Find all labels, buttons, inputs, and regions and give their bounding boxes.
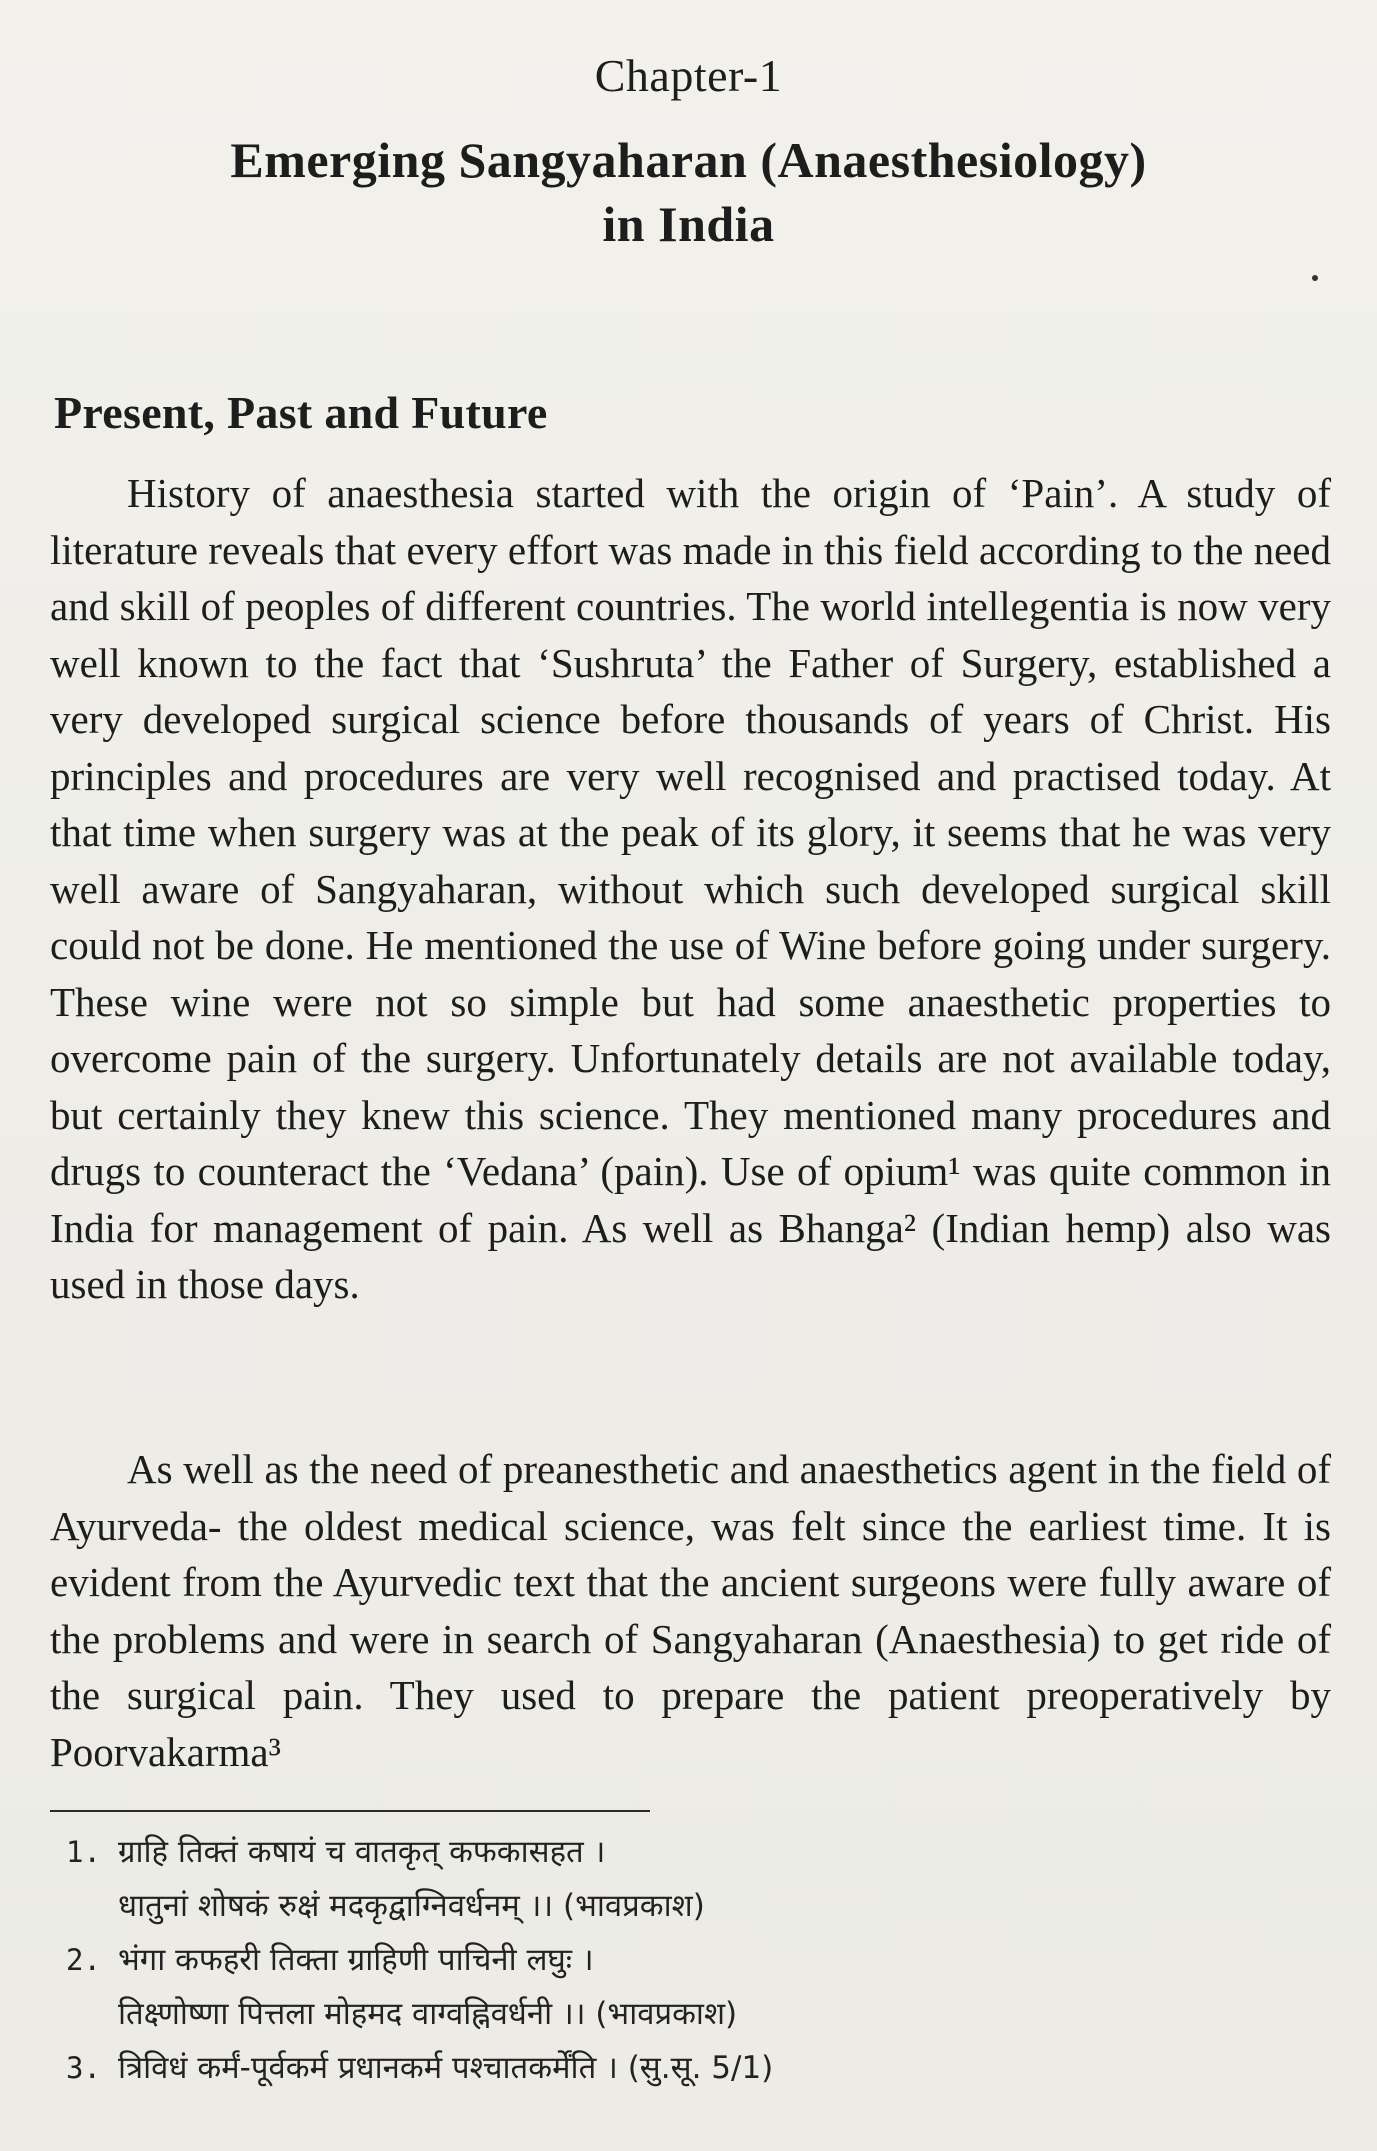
footnote-2: [66, 1933, 1326, 2041]
footnote-number: 1.: [66, 1835, 101, 1869]
chapter-title-line-2: in India: [602, 196, 775, 252]
body-paragraph-1: History of anaesthesia started with the origin of ‘Pain’. A study of literature reveals that every effort was made in this field according to the need and skill of peoples of different countries. The world intellegentia is now very well known to the fact that ‘Sushruta’ the Father of Surgery, established a very developed surgical science before thousands of years of Christ. His principles and procedures are very well recognised and practised today. At that time when surgery was at the peak of its glory, it seems that he was very well aware of Sangyaharan, without which such developed surgical skill could not be done. He mentioned the use of Wine before going under surgery. These wine were not so simple but had some anaesthetic properties to overcome pain of the surgery. Unfortunately details are not available today, but certainly they knew this science. They mentioned many procedures and drugs to counteract the ‘Vedana’ (pain). Use of opium¹ was quite common in India for management of pain. As well as Bhanga² (Indian hemp) also was used in those days.: [50, 470, 1331, 1307]
body-paragraph-2: As well as the need of preanesthetic and anaesthetics agent in the field of Ayurveda- the oldest medical science, was felt since the earliest time. It is evident from the Ayurvedic text that the ancient surgeons were fully aware of the problems and were in search of Sangyaharan (Anaesthesia) to get ride of the surgical pain. They used to prepare the patient preoperatively by Poorvakarma³: [50, 1446, 1331, 1775]
footnote-line: भंगा कफहरी तिक्ता ग्राहिणी पाचिनी लघुः ।: [118, 1942, 594, 1978]
chapter-label: Chapter-1: [594, 50, 783, 101]
footnote-3: [66, 2041, 1326, 2095]
section-heading: Present, Past and Future: [54, 387, 548, 438]
chapter-title-line-1: Emerging Sangyaharan (Anaesthesiology): [230, 132, 1147, 188]
footnote-separator: [50, 1810, 650, 1812]
footnote-line: त्रिविधं कर्मं-पूर्वकर्म प्रधानकर्म पश्चातकर्मेंति । (सु.सू. 5/1): [118, 2050, 774, 2086]
footnote-number: 3.: [66, 2051, 101, 2085]
footnotes: [66, 1825, 1326, 2095]
footnote-line: धातुनां शोषकं रुक्षं मदकृद्वाग्निवर्धनम् ।। (भावप्रकाश): [118, 1888, 705, 1924]
footnote-1: [66, 1825, 1326, 1933]
footnote-number: 2.: [66, 1943, 101, 1977]
chapter-title: [0, 128, 1377, 256]
footnote-line: ग्राहि तिक्तं कषायं च वातकृत् कफकासहत ।: [118, 1834, 606, 1870]
footnote-line: तिक्ष्णोष्णा पित्तला मोहमद वाग्वह्निवर्धनी ।। (भावप्रकाश): [118, 1996, 738, 2032]
print-speck: [1312, 275, 1318, 281]
